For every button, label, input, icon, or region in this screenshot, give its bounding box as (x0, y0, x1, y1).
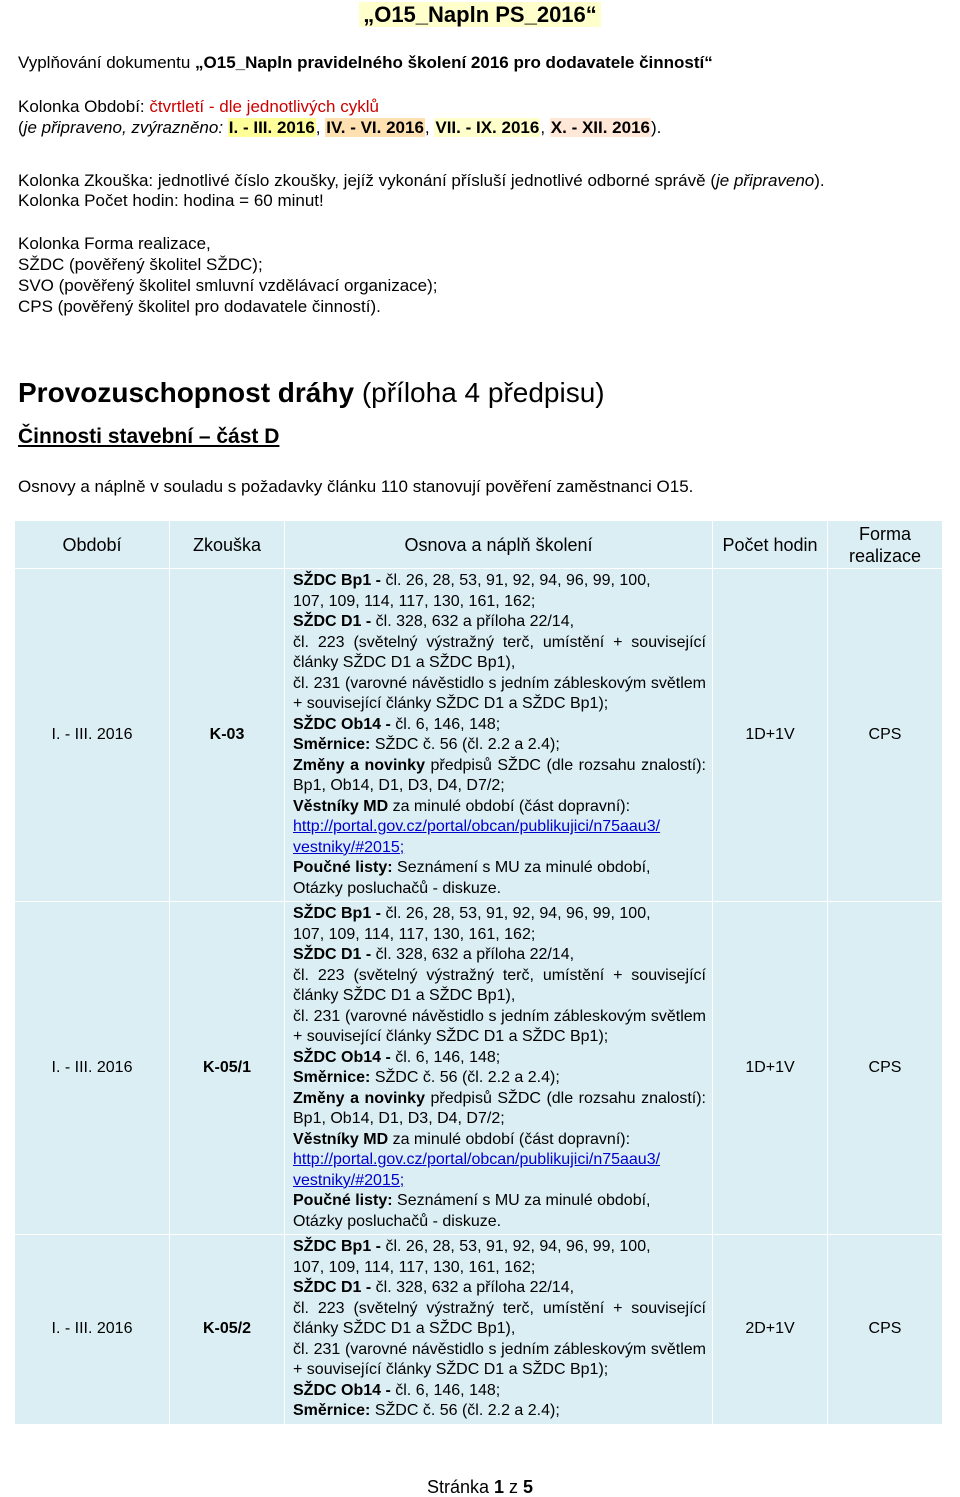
content-line (293, 674, 706, 715)
content-line (293, 945, 706, 966)
content-line (293, 1237, 706, 1258)
header-obdobi: Období (15, 521, 170, 569)
intro-line-document (18, 52, 713, 73)
cell-zkouska: K-05/2 (170, 1235, 285, 1425)
footer-page-total: 5 (523, 1477, 534, 1497)
content-line-bold: Změny a novinky (293, 756, 425, 774)
content-line-text: 107, 109, 114, 117, 130, 161, 162; (293, 925, 536, 943)
content-line-bold: Směrnice: (293, 1069, 371, 1086)
content-line-text: 107, 109, 114, 117, 130, 161, 162; (293, 592, 536, 610)
content-line-text: Otázky posluchačů - diskuze. (293, 1212, 502, 1230)
content-line-bold: SŽDC Bp1 - (293, 1238, 381, 1255)
prepared-open: ( (18, 118, 24, 137)
footer-page-number: 1 (494, 1477, 505, 1497)
zkouska-text: : jednotlivé číslo zkoušky, jejíž vykonání přísluší jednotlivé odborné správě ( (148, 171, 716, 190)
content-line-text: čl. 328, 632 a příloha 22/14, (371, 613, 575, 630)
forma-line-cps: CPS (pověřený školitel pro dodavatele činností). (18, 297, 381, 316)
obdobi-label: Kolonka Období (18, 97, 140, 116)
cell-pocet-hodin: 1D+1V (713, 569, 828, 902)
cell-pocet-hodin: 1D+1V (713, 902, 828, 1235)
quarter-4: X. - XII. 2016 (550, 118, 651, 137)
content-line-text: předpisů SŽDC (dle rozsahu znalostí): Bp1, Ob14, D1, D3, D4, D7/2; (293, 1089, 706, 1127)
table-header-row (15, 521, 943, 569)
comma-1: , (315, 118, 326, 137)
content-line-text: čl. 328, 632 a příloha 22/14, (371, 1279, 575, 1296)
content-line-text: předpisů SŽDC (dle rozsahu znalostí): Bp1, Ob14, D1, D3, D4, D7/2; (293, 756, 706, 794)
content-line-text: čl. 26, 28, 53, 91, 92, 94, 96, 99, 100, (381, 905, 651, 922)
content-line (293, 925, 706, 946)
prepared-close: ). (651, 118, 662, 137)
content-line-text: SŽDC č. 56 (čl. 2.2 a 2.4); (370, 736, 560, 753)
intro-line-zkouska (18, 170, 825, 191)
table-row (15, 902, 943, 1235)
cell-forma-realizace: CPS (828, 902, 943, 1235)
content-line-bold: Změny a novinky (293, 1089, 425, 1107)
content-line (293, 735, 706, 756)
cell-zkouska: K-03 (170, 569, 285, 902)
table-row (15, 569, 943, 902)
content-line (293, 966, 706, 1007)
section-title-rest: (příloha 4 předpisu) (354, 377, 605, 408)
content-line-text: čl. 231 (varovné návěstidlo s jedním zábleskovým světlem + související články SŽDC D1 a SŽDC Bp1); (293, 1007, 706, 1045)
content-line-text: čl. 328, 632 a příloha 22/14, (371, 946, 575, 963)
content-line (293, 592, 706, 613)
forma-line-svo: SVO (pověřený školitel smluvní vzdělávací organizace); (18, 276, 438, 295)
content-line-text: Seznámení s MU za minulé období, (392, 1192, 651, 1209)
intro-line-prepared (18, 117, 661, 138)
forma-line-szdc: SŽDC (pověřený školitel SŽDC); (18, 255, 263, 274)
footer-prefix: Stránka (426, 1477, 494, 1497)
content-line (293, 756, 706, 797)
forma-header (18, 233, 438, 254)
content-line-text: Otázky posluchačů - diskuze. (293, 879, 502, 897)
content-line (293, 1258, 706, 1279)
content-line-bold: Věstníky MD (293, 797, 389, 815)
content-line-text: čl. 231 (varovné návěstidlo s jedním zábleskovým světlem + související články SŽDC D1 a SŽDC Bp1); (293, 1340, 706, 1378)
content-line-text: čl. 231 (varovné návěstidlo s jedním zábleskovým světlem + související články SŽDC D1 a SŽDC Bp1); (293, 674, 706, 712)
content-line (293, 1048, 706, 1069)
content-line-bold: Věstníky MD (293, 1130, 389, 1148)
zkouska-close: ). (814, 171, 825, 190)
zkouska-label: Kolonka Zkouška (18, 171, 149, 190)
content-line (293, 1007, 706, 1048)
content-line-bold: Směrnice: (293, 1402, 371, 1419)
content-line-bold: SŽDC D1 - (293, 613, 372, 630)
intro-line-hodiny (18, 190, 324, 211)
content-line (293, 1191, 706, 1212)
content-line (293, 1212, 706, 1233)
document-title (0, 0, 960, 28)
cell-forma-realizace: CPS (828, 569, 943, 902)
vestnik-link[interactable]: http://portal.gov.cz/portal/obcan/publikujici/n75aau3/ vestniky/#2015; (293, 818, 661, 856)
header-osnova: Osnova a náplň školení (285, 521, 713, 569)
obdobi-sep: : (139, 97, 150, 116)
forma-comma: , (206, 234, 211, 253)
content-line (293, 1150, 706, 1191)
intro-forma-block (18, 233, 438, 317)
prepared-label: je připraveno, zvýrazněno: (23, 118, 224, 137)
vestnik-link[interactable]: http://portal.gov.cz/portal/obcan/publikujici/n75aau3/ vestniky/#2015; (293, 1151, 661, 1189)
content-line (293, 879, 706, 900)
obdobi-value: čtvrtletí - dle jednotlivých cyklů (149, 97, 379, 116)
content-line-text: čl. 223 (světelný výstražný terč, umístění + související články SŽDC D1 a SŽDC Bp1), (293, 633, 706, 671)
content-line-bold: SŽDC Ob14 - (293, 1048, 391, 1066)
cell-osnova (285, 902, 713, 1235)
content-line-text: čl. 223 (světelný výstražný terč, umístění + související články SŽDC D1 a SŽDC Bp1), (293, 966, 706, 1004)
quarter-3: VII. - IX. 2016 (435, 118, 540, 137)
page-footer (0, 1477, 960, 1497)
table-row (15, 1235, 943, 1425)
content-line (293, 715, 706, 736)
content-line (293, 817, 706, 858)
content-line-text: čl. 26, 28, 53, 91, 92, 94, 96, 99, 100, (381, 1238, 651, 1255)
content-line-text: čl. 26, 28, 53, 91, 92, 94, 96, 99, 100, (381, 572, 651, 589)
hodiny-label: Kolonka Počet hodin (18, 191, 174, 210)
content-line-bold: SŽDC D1 - (293, 946, 372, 963)
content-line-text: čl. 6, 146, 148; (390, 1048, 501, 1066)
intro-document-name: „O15_Napln pravidelného školení 2016 pro dodavatele činností“ (195, 53, 713, 72)
content-line (293, 904, 706, 925)
content-line (293, 633, 706, 674)
content-line-text: za minulé období (část dopravní): (388, 797, 631, 815)
content-line (293, 612, 706, 633)
cell-zkouska: K-05/1 (170, 902, 285, 1235)
header-zkouska: Zkouška (170, 521, 285, 569)
content-line-text: Seznámení s MU za minulé období, (392, 859, 651, 876)
content-line-bold: SŽDC Ob14 - (293, 1381, 391, 1399)
zkouska-note: je připraveno (715, 171, 815, 190)
section-title (18, 376, 605, 410)
content-line-text: 107, 109, 114, 117, 130, 161, 162; (293, 1258, 536, 1276)
content-line-bold: SŽDC Ob14 - (293, 715, 391, 733)
content-line-text: SŽDC č. 56 (čl. 2.2 a 2.4); (370, 1402, 560, 1419)
section-title-bold: Provozuschopnost dráhy (18, 377, 355, 408)
cell-obdobi: I. - III. 2016 (15, 1235, 170, 1425)
content-line-bold: Směrnice: (293, 736, 371, 753)
table-body (15, 569, 943, 1425)
hodiny-text: : hodina = 60 minut! (173, 191, 324, 210)
content-line (293, 1340, 706, 1381)
quarter-2: IV. - VI. 2016 (326, 118, 424, 137)
content-line-bold: Poučné listy: (293, 859, 393, 876)
document-title-text: „O15_Napln PS_2016“ (359, 2, 601, 27)
content-line (293, 797, 706, 818)
training-table (14, 520, 943, 1425)
content-line (293, 858, 706, 879)
forma-label: Kolonka Forma realizace (18, 234, 207, 253)
footer-middle: z (504, 1477, 524, 1497)
content-line (293, 571, 706, 592)
header-forma-realizace: Forma realizace (828, 521, 943, 569)
content-line-text: čl. 6, 146, 148; (390, 715, 501, 733)
content-line (293, 1401, 706, 1422)
subsection-title: Činnosti stavební – část D (18, 425, 280, 448)
intro-prefix: Vyplňování dokumentu (18, 53, 196, 72)
cell-osnova (285, 1235, 713, 1425)
content-line-text: čl. 223 (světelný výstražný terč, umístění + související články SŽDC D1 a SŽDC Bp1), (293, 1299, 706, 1337)
content-line (293, 1381, 706, 1402)
quarter-1: I. - III. 2016 (228, 118, 315, 137)
cell-pocet-hodin: 2D+1V (713, 1235, 828, 1425)
content-line (293, 1068, 706, 1089)
content-line-text: SŽDC č. 56 (čl. 2.2 a 2.4); (370, 1069, 560, 1086)
cell-osnova (285, 569, 713, 902)
content-line-text: za minulé období (část dopravní): (388, 1130, 631, 1148)
content-line-text: čl. 6, 146, 148; (390, 1381, 501, 1399)
content-line-bold: Poučné listy: (293, 1192, 393, 1209)
header-pocet-hodin: Počet hodin (713, 521, 828, 569)
content-line (293, 1299, 706, 1340)
cell-obdobi: I. - III. 2016 (15, 902, 170, 1235)
content-line-bold: SŽDC Bp1 - (293, 572, 381, 589)
comma-2: , (424, 118, 435, 137)
content-line-bold: SŽDC Bp1 - (293, 905, 381, 922)
content-line (293, 1130, 706, 1151)
cell-obdobi: I. - III. 2016 (15, 569, 170, 902)
intro-line-obdobi (18, 96, 379, 117)
content-line-bold: SŽDC D1 - (293, 1279, 372, 1296)
content-line (293, 1278, 706, 1299)
lead-paragraph: Osnovy a náplně v souladu s požadavky článku 110 stanovují pověření zaměstnanci O15. (18, 477, 694, 496)
cell-forma-realizace: CPS (828, 1235, 943, 1425)
content-line (293, 1089, 706, 1130)
comma-3: , (540, 118, 550, 137)
